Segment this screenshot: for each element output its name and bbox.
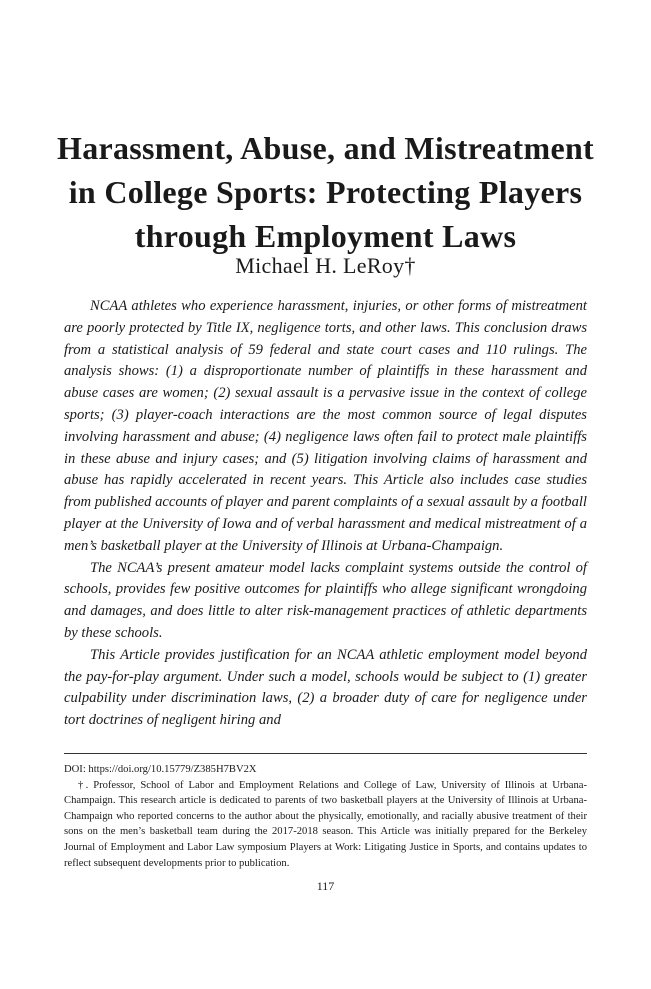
- article-title: Harassment, Abuse, and Mistreatment in College Sports: Protecting Players through Employment Laws: [57, 130, 594, 254]
- author-footnote: †. Professor, School of Labor and Employment Relations and College of Law, University of Illinois at Urbana-Champaign. This research article is dedicated to parents of two basketball players at the University of Illinois at Urbana-Champaign who reported concerns to the author about the physically, emotionally, and racially abusive treatment of their sons on the men’s basketball team during the 2017-2018 season. This Article was initially prepared for the Berkeley Journal of Employment and Labor Law symposium Players at Work: Litigating Justice in Sports, and contains updates to reflect subsequent developments prior to publication.: [64, 779, 587, 869]
- doi-line: DOI: https://doi.org/10.15779/Z385H7BV2X: [64, 764, 257, 775]
- page-number: 117: [316, 879, 335, 893]
- abstract: [64, 296, 587, 732]
- footnotes: [64, 762, 587, 871]
- abstract-paragraph: This Article provides justification for an NCAA athletic employment model beyond the pay-for-play argument. Under such a model, schools would be subject to (1) greater culpability under discrimination laws, (2) a broader duty of care for negligence under tort doctrines of negligent hiring and: [64, 646, 587, 729]
- abstract-paragraph: The NCAA’s present amateur model lacks complaint systems outside the control of schools, provides few positive outcomes for plaintiffs who allege significant wrongdoing and damages, and does little to alter risk-management practices of athletic departments by these schools.: [64, 559, 587, 641]
- abstract-paragraph: NCAA athletes who experience harassment, injuries, or other forms of mistreatment are poorly protected by Title IX, negligence torts, and other laws. This conclusion draws from a statistical analysis of 59 federal and state court cases and 110 rulings. The analysis shows: (1) a disproportionate number of plaintiffs in these harassment and abuse cases are women; (2) sexual assault is a pervasive issue in the context of college sports; (3) player-coach interactions are the most common source of legal disputes involving harassment and abuse; (4) negligence laws often fail to protect male plaintiffs in these abuse and injury cases; and (5) litigation involving claims of harassment and abuse has rapidly accelerated in recent years. This Article also includes case studies from published accounts of player and parent complaints of a sexual assault by a football player at the University of Iowa and of verbal harassment and medical mistreatment of a men’s basketball player at the University of Illinois at Urbana-Champaign.: [64, 298, 587, 554]
- footnote-divider: [64, 753, 587, 754]
- author-name: Michael H. LeRoy†: [235, 253, 416, 278]
